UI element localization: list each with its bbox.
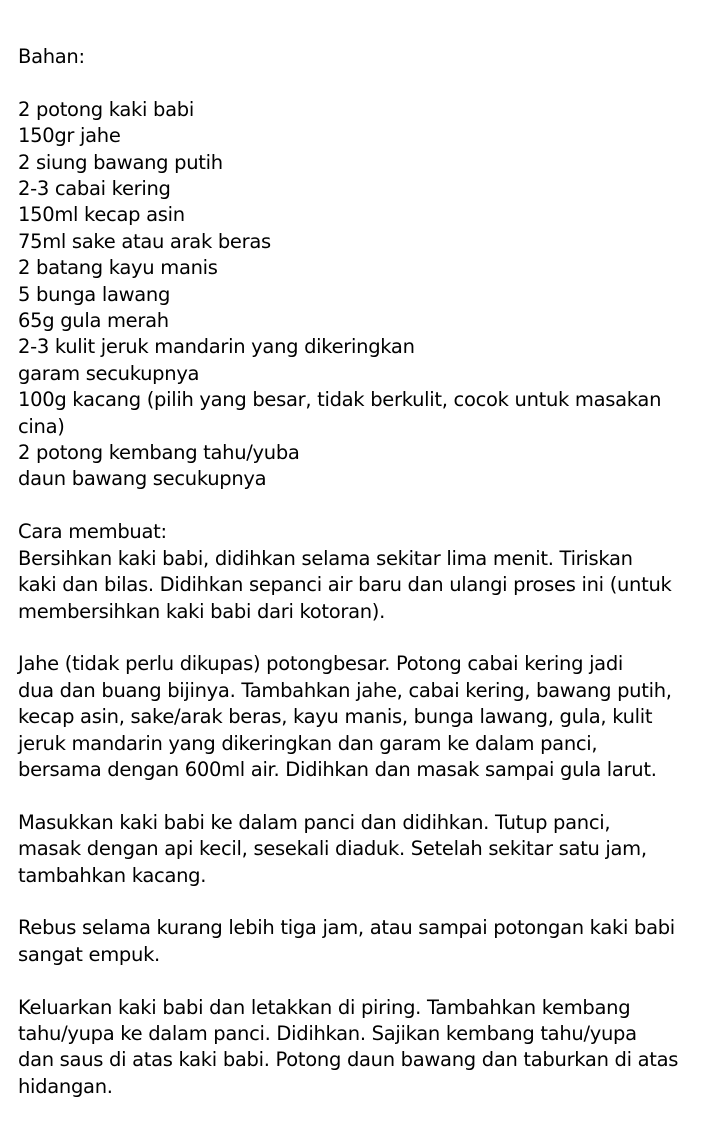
step-line: bersama dengan 600ml air. Didihkan dan masak sampai gula larut. xyxy=(18,757,657,781)
step-line: tahu/yupa ke dalam panci. Didihkan. Sajikan kembang tahu/yupa xyxy=(18,1021,637,1045)
step-line: jeruk mandarin yang dikeringkan dan garam ke dalam panci, xyxy=(18,731,598,755)
ingredient-item: 2 siung bawang putih xyxy=(18,150,223,174)
method-step xyxy=(18,995,714,1101)
step-line: Masukkan kaki babi ke dalam panci dan didihkan. Tutup panci, xyxy=(18,810,611,834)
ingredient-item: 150ml kecap asin xyxy=(18,203,185,227)
step-line: hidangan. xyxy=(18,1074,113,1098)
method-step xyxy=(18,810,714,889)
step-line: masak dengan api kecil, sesekali diaduk. Setelah sekitar satu jam, xyxy=(18,837,647,861)
ingredient-item: 2-3 kulit jeruk mandarin yang dikeringkan xyxy=(18,335,415,359)
step-line: dan saus di atas kaki babi. Potong daun bawang dan taburkan di atas xyxy=(18,1048,679,1072)
step-line: tambahkan kacang. xyxy=(18,863,207,887)
spacer xyxy=(18,493,714,519)
ingredient-item: 75ml sake atau arak beras xyxy=(18,229,271,253)
ingredient-item: 2 potong kaki babi xyxy=(18,97,194,121)
step-line: Bersihkan kaki babi, didihkan selama sekitar lima menit. Tiriskan xyxy=(18,546,633,570)
step-line: membersihkan kaki babi dari kotoran). xyxy=(18,599,385,623)
method-step xyxy=(18,915,714,968)
ingredient-item: 150gr jahe xyxy=(18,124,121,148)
step-line: sangat empuk. xyxy=(18,942,160,966)
ingredients-list xyxy=(18,97,714,493)
step-line: Jahe (tidak perlu dikupas) potongbesar. Potong cabai kering jadi xyxy=(18,652,624,676)
spacer xyxy=(18,889,714,915)
step-line: Keluarkan kaki babi dan letakkan di piring. Tambahkan kembang xyxy=(18,995,631,1019)
ingredient-item: cina) xyxy=(18,414,65,438)
ingredient-item: daun bawang secukupnya xyxy=(18,467,267,491)
recipe-document xyxy=(18,44,714,1100)
method-step xyxy=(18,546,714,625)
step-line: Rebus selama kurang lebih tiga jam, atau sampai potongan kaki babi xyxy=(18,916,675,940)
step-line: dua dan buang bijinya. Tambahkan jahe, cabai kering, bawang putih, xyxy=(18,678,672,702)
method-step xyxy=(18,651,714,783)
ingredients-heading: Bahan: xyxy=(18,45,85,68)
step-line: kecap asin, sake/arak beras, kayu manis, bunga lawang, gula, kulit xyxy=(18,705,653,729)
spacer xyxy=(18,625,714,651)
step-line: kaki dan bilas. Didihkan sepanci air baru dan ulangi proses ini (untuk xyxy=(18,573,672,597)
ingredient-item: garam secukupnya xyxy=(18,361,200,385)
spacer xyxy=(18,968,714,994)
method-heading: Cara membuat: xyxy=(18,520,167,544)
spacer xyxy=(18,70,714,96)
ingredient-item: 2 potong kembang tahu/yuba xyxy=(18,441,300,465)
ingredient-item: 2 batang kayu manis xyxy=(18,256,218,280)
spacer xyxy=(18,783,714,809)
ingredient-item: 65g gula merah xyxy=(18,309,169,333)
ingredient-item: 2-3 cabai kering xyxy=(18,177,171,201)
ingredient-item: 100g kacang (pilih yang besar, tidak berkulit, cocok untuk masakan xyxy=(18,388,662,412)
ingredient-item: 5 bunga lawang xyxy=(18,282,171,306)
